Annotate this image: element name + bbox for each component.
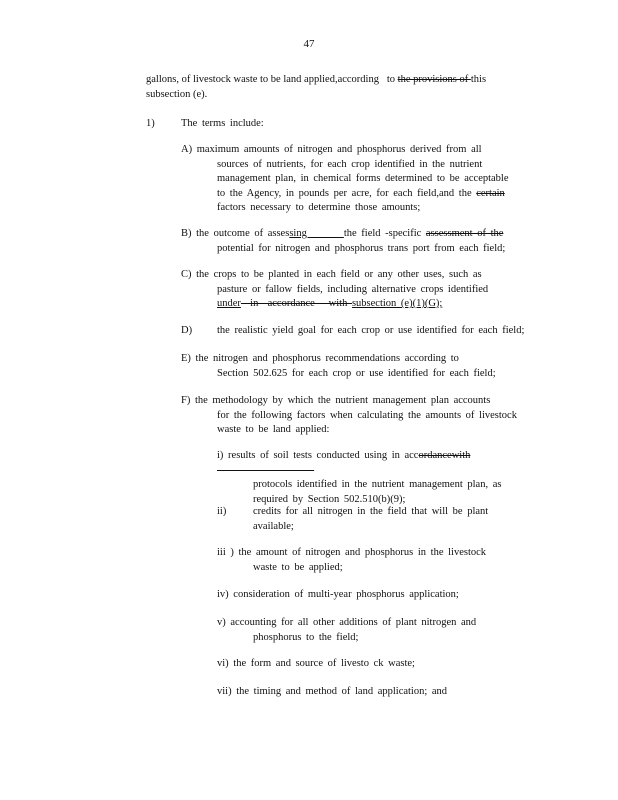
- item-b-underlined-text: sing: [289, 228, 344, 239]
- subitem-iv-line: consideration of multi-year phosphorus application;: [233, 589, 459, 600]
- page-number: 47: [303, 38, 315, 50]
- item-f-label: F): [181, 395, 191, 406]
- intro-line2: subsection (e).: [146, 88, 208, 100]
- item-a-cont: [217, 158, 526, 216]
- subitem-i-line: required by Section 502.510(b)(9);: [253, 493, 406, 505]
- item-d-label: D): [181, 325, 193, 336]
- item-b-line: potential for nitrogen and phosphorus trans port from each field;: [217, 242, 506, 254]
- subitem-i-struck-gap: [217, 465, 314, 476]
- item-a-line: maximum amounts of nitrogen and phosphorus derived from all: [196, 144, 482, 155]
- subitem-v-label: v): [217, 617, 226, 628]
- item-a-line: management plan, in chemical forms determined to be acceptable: [217, 173, 509, 184]
- subitem-i-line: [217, 450, 470, 476]
- item-f-line: waste to be land applied:: [217, 424, 330, 435]
- subitem-v-line: phosphorus to the field;: [253, 631, 359, 643]
- subitem-i-cont: [253, 478, 527, 507]
- item-a-label: A): [181, 144, 193, 155]
- item-a-line: [217, 187, 526, 202]
- item-a: [181, 143, 526, 216]
- item-b-text: the field -specific: [343, 228, 426, 239]
- subitem-i-struck-text: ordancewith: [418, 450, 471, 461]
- section-1: [146, 117, 264, 132]
- subitem-ii: [217, 505, 527, 532]
- subitem-vii-label: vii): [217, 686, 232, 697]
- item-b-line: [196, 228, 503, 239]
- item-d: [181, 324, 541, 339]
- subitem-ii-line: available;: [253, 520, 294, 532]
- item-a-line: sources of nutrients, for each crop identified in the nutrient: [217, 158, 483, 170]
- subitem-iii-cont: [253, 561, 527, 576]
- subitem-iii-line: waste to be applied;: [253, 561, 343, 573]
- item-c-struck-text: in accordance with: [240, 298, 352, 309]
- subitem-v: [217, 616, 527, 645]
- intro-paragraph: [146, 73, 536, 102]
- item-d-line: the realistic yield goal for each crop or use identified for each field;: [217, 325, 525, 336]
- item-c-line: pasture or fallow fields, including alternative crops identified: [217, 283, 489, 295]
- subitem-i: [217, 449, 527, 507]
- item-a-struck-text: certain: [476, 187, 505, 199]
- subitem-i-text: results of soil tests conducted using in acc: [228, 450, 419, 461]
- item-e-line: Section 502.625 for each crop or use identified for each field;: [217, 367, 496, 379]
- item-f-line: the methodology by which the nutrient management plan accounts: [194, 395, 491, 406]
- item-b-struck-text: assessment of the: [425, 228, 504, 239]
- subitem-ii-line: credits for all nitrogen in the field that will be plant: [253, 506, 489, 517]
- item-c-label: C): [181, 269, 192, 280]
- intro-struck-text: the provisions of: [397, 74, 471, 85]
- subitem-iii-line: the amount of nitrogen and phosphorus in the livestock: [238, 547, 487, 558]
- subitem-vi: [217, 657, 527, 672]
- item-c-line: the crops to be planted in each field or any other uses, such as: [196, 269, 482, 280]
- item-c-underlined-text: subsection (e)(1)(G);: [351, 298, 443, 309]
- item-e-cont: [217, 367, 541, 382]
- subitem-ii-label: ii): [217, 506, 227, 517]
- item-e-label: E): [181, 353, 191, 364]
- item-b-text: the outcome of asses: [196, 228, 290, 239]
- item-f-cont: [217, 409, 541, 438]
- item-c-line: [217, 297, 526, 312]
- item-c: [181, 268, 526, 312]
- subitem-iv-label: iv): [217, 589, 229, 600]
- item-b-label: B): [181, 228, 192, 239]
- subitem-vii-line: the timing and method of land application; and: [236, 686, 448, 697]
- item-c-cont: [217, 283, 526, 312]
- section-number: 1): [146, 118, 155, 129]
- subitem-i-label: i): [217, 450, 224, 461]
- item-f: [181, 394, 541, 438]
- subitem-v-line: accounting for all other additions of plant nitrogen and: [230, 617, 477, 628]
- intro-text-end: this: [470, 74, 487, 85]
- item-c-underlined-text: under: [217, 298, 241, 309]
- intro-text: gallons, of livestock waste to be land applied,according: [146, 74, 379, 85]
- item-b: [181, 227, 541, 256]
- subitem-vi-label: vi): [217, 658, 229, 669]
- item-a-text: to the Agency, in pounds per acre, for each field,and the: [217, 187, 477, 199]
- subitem-iii: [217, 546, 527, 575]
- subitem-vi-line: the form and source of livesto ck waste;: [233, 658, 415, 669]
- subitem-iv: [217, 588, 527, 603]
- item-a-line: factors necessary to determine those amounts;: [217, 202, 421, 213]
- subitem-v-cont: [253, 631, 527, 646]
- intro-text-spacer: to: [378, 74, 398, 85]
- subitem-vii: [217, 685, 527, 700]
- subitem-ii-cont: [253, 505, 533, 534]
- item-b-cont: [217, 242, 541, 257]
- item-e-line: the nitrogen and phosphorus recommendations according to: [195, 353, 459, 364]
- subitem-i-line: protocols identified in the nutrient management plan, as: [253, 479, 502, 490]
- subitem-iii-label: iii ): [217, 547, 234, 558]
- item-e: [181, 352, 541, 381]
- section-text: The terms include:: [181, 118, 264, 129]
- item-f-line: for the following factors when calculating the amounts of livestock: [217, 409, 517, 421]
